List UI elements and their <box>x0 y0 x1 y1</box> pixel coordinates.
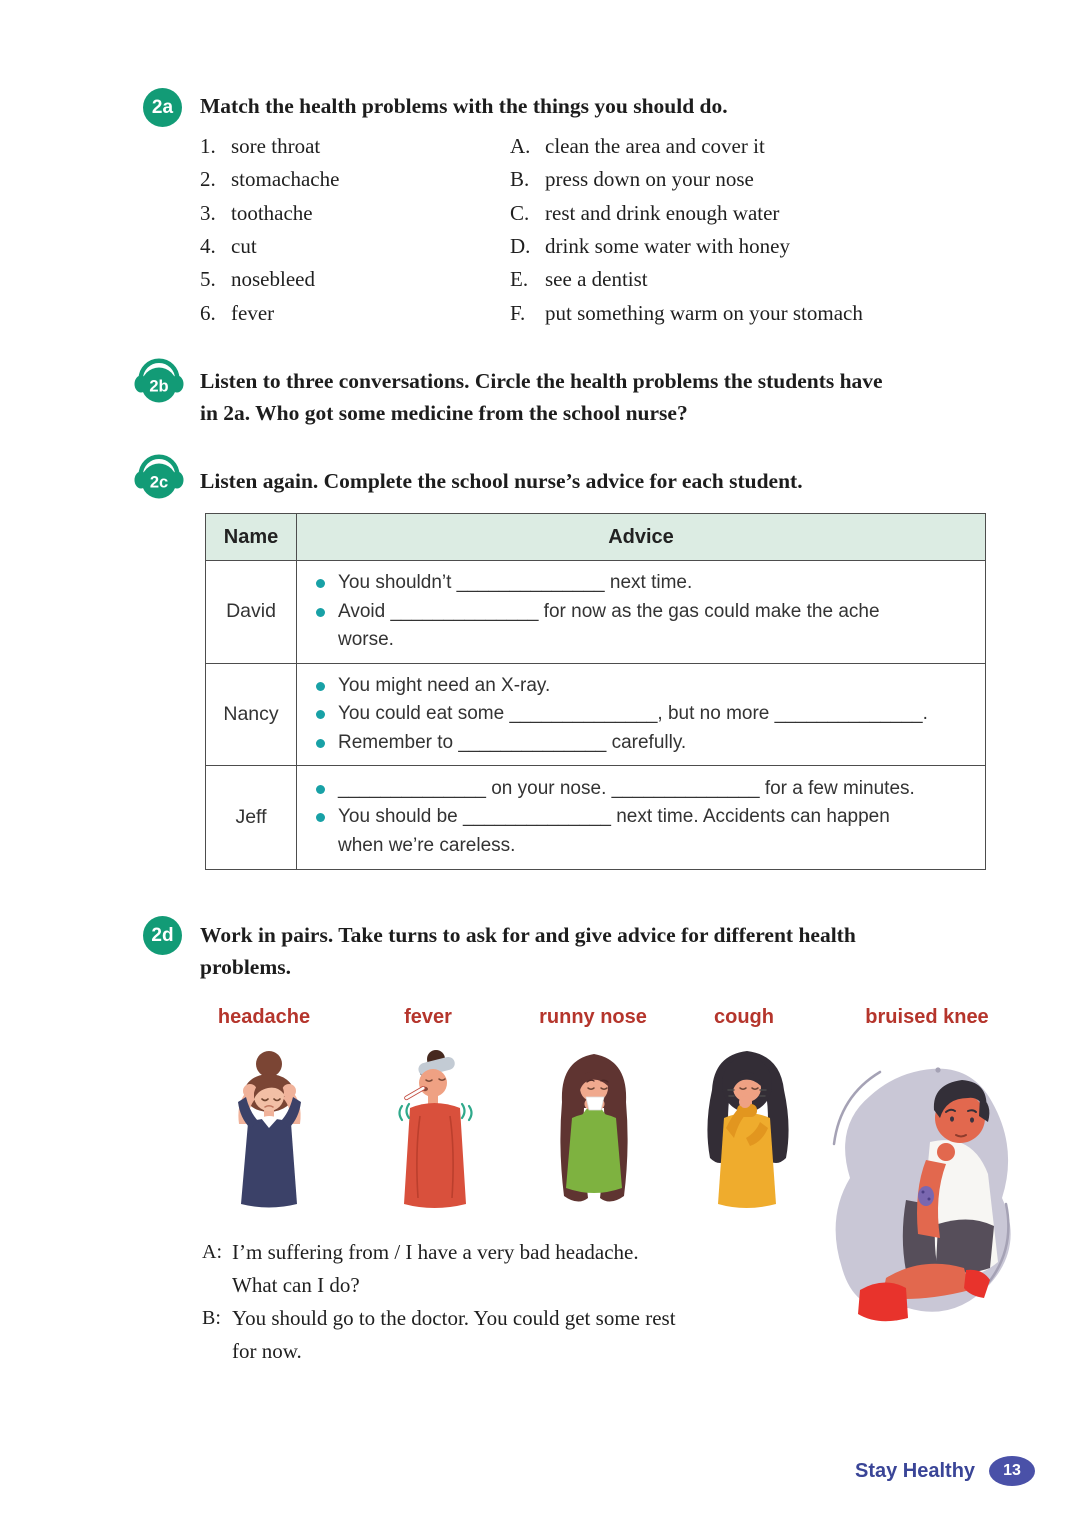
action-text: see a dentist <box>545 267 648 292</box>
problem-number: 5. <box>200 267 216 292</box>
advice-cell <box>297 663 986 766</box>
bullet-dot-icon <box>316 682 325 691</box>
match-row <box>200 301 1010 334</box>
match-row <box>200 167 1010 200</box>
bruise-spot <box>918 1186 934 1206</box>
problem-number: 2. <box>200 167 216 192</box>
action-letter: E. <box>510 267 529 292</box>
advice-line: worse. <box>338 629 394 650</box>
dialogue <box>202 1236 842 1368</box>
activity-badge-2c <box>132 448 186 504</box>
advice-text <box>338 569 692 598</box>
advice-text <box>338 775 915 804</box>
page-footer <box>855 1456 1035 1486</box>
dialogue-line: What can I do? <box>232 1273 360 1297</box>
advice-table-header-row <box>206 514 986 561</box>
advice-text <box>338 672 550 701</box>
advice-row-jeff <box>206 766 986 870</box>
action-text: press down on your nose <box>545 167 754 192</box>
advice-text <box>338 598 880 655</box>
health-label-cough: cough <box>714 1006 774 1028</box>
problem-text: sore throat <box>231 134 321 158</box>
dialogue-line: for now. <box>232 1339 302 1363</box>
advice-row-david <box>206 561 986 664</box>
tissue <box>586 1097 604 1110</box>
bullet-dot-icon <box>316 710 325 719</box>
advice-bullet-item <box>309 775 975 804</box>
problem-text: stomachache <box>231 167 340 192</box>
action-letter: F. <box>510 300 526 325</box>
headache-illustration <box>212 1044 327 1212</box>
advice-bullet-item <box>309 569 975 598</box>
action-letter: C. <box>510 200 530 225</box>
column-header-advice: Advice <box>297 514 986 561</box>
problem-number: 6. <box>200 300 216 325</box>
bruised-knee-illustration <box>822 1056 1018 1338</box>
activity-2d-title-line1: Work in pairs. Take turns to ask for and give advice for different health <box>200 923 856 947</box>
health-label-bruised-knee: bruised knee <box>865 1006 989 1028</box>
advice-text <box>338 729 686 758</box>
bullet-dot-icon <box>316 608 325 617</box>
activity-2d-title <box>200 919 856 983</box>
activity-2b-title-line2: in 2a. Who got some medicine from the school nurse? <box>200 400 688 425</box>
activity-badge-2b <box>132 352 186 408</box>
action-letter: A. <box>510 134 531 158</box>
activity-badge-2b-label: 2b <box>149 377 169 396</box>
problem-text: toothache <box>231 200 313 225</box>
student-name: David <box>206 561 297 664</box>
dialogue-text <box>232 1302 676 1368</box>
advice-bullet-item <box>309 598 975 655</box>
cough-illustration <box>688 1046 806 1212</box>
advice-text <box>338 803 890 860</box>
page-number-badge: 13 <box>989 1456 1035 1486</box>
match-row <box>200 267 1010 300</box>
advice-table-body <box>206 561 986 870</box>
activity-2a-title: Match the health problems with the things you should do. <box>200 94 728 118</box>
problem-text: fever <box>231 300 275 325</box>
advice-cell <box>297 561 986 664</box>
advice-line: Remember to ______________ carefully. <box>338 731 687 753</box>
action-letter: B. <box>510 167 530 192</box>
advice-line: Avoid ______________ for now as the gas could make the ache <box>338 600 880 622</box>
problem-number: 4. <box>200 233 216 258</box>
advice-text <box>338 700 928 729</box>
problem-text: nosebleed <box>231 267 315 292</box>
match-row <box>200 234 1010 267</box>
problem-text: cut <box>231 233 257 258</box>
action-text: rest and drink enough water <box>545 200 780 225</box>
action-text: put something warm on your stomach <box>545 300 863 325</box>
match-row <box>200 134 1010 167</box>
problem-number: 3. <box>200 200 216 225</box>
health-label-headache: headache <box>217 1006 311 1028</box>
thermometer-icon <box>404 1086 426 1101</box>
student-name: Jeff <box>206 766 297 870</box>
bullet-dot-icon <box>316 739 325 748</box>
action-letter: D. <box>510 233 531 258</box>
activity-badge-2d: 2d <box>143 916 182 955</box>
runny-nose-illustration <box>538 1048 650 1212</box>
unit-title: Stay Healthy <box>855 1459 976 1482</box>
advice-bullet-item <box>309 729 975 758</box>
activity-2b-title-line1: Listen to three conversations. Circle the health problems the students have <box>200 369 883 393</box>
advice-bullet-item <box>309 803 975 860</box>
dialogue-row <box>202 1236 842 1302</box>
activity-2d-title-line2: problems. <box>200 955 291 979</box>
activity-2b-title <box>200 366 883 429</box>
activity-2c-title: Listen again. Complete the school nurse’s advice for each student. <box>200 469 803 493</box>
match-row <box>200 201 1010 234</box>
advice-cell <box>297 766 986 870</box>
advice-line: You shouldn’t ______________ next time. <box>338 572 693 593</box>
problem-number: 1. <box>200 134 216 158</box>
advice-line: ______________ on your nose. ______________ for a few minutes. <box>338 777 915 799</box>
health-label-runny-nose: runny nose <box>539 1006 647 1028</box>
advice-line: You should be ______________ next time. Accidents can happen <box>338 806 890 828</box>
advice-bullet-item <box>309 672 975 701</box>
match-list <box>200 134 1010 340</box>
advice-row-nancy <box>206 663 986 766</box>
action-text: drink some water with honey <box>545 233 790 258</box>
advice-line: You might need an X-ray. <box>338 674 551 696</box>
bullet-dot-icon <box>316 579 325 588</box>
action-text: clean the area and cover it <box>545 134 765 158</box>
health-label-fever: fever <box>404 1006 452 1028</box>
bullet-dot-icon <box>316 813 325 822</box>
activity-badge-2a: 2a <box>143 88 182 127</box>
dialogue-line: I’m suffering from / I have a very bad headache. <box>232 1240 639 1264</box>
advice-bullet-item <box>309 700 975 729</box>
advice-line: You could eat some ______________, but no more ______________. <box>338 703 928 724</box>
advice-table <box>205 513 986 870</box>
dialogue-speaker: A: <box>202 1241 222 1263</box>
health-labels <box>0 1004 1080 1032</box>
student-name: Nancy <box>206 663 297 766</box>
dialogue-row <box>202 1302 842 1368</box>
dialogue-speaker: B: <box>202 1307 221 1329</box>
fever-illustration <box>378 1046 493 1212</box>
dialogue-text <box>232 1236 639 1302</box>
bullet-dot-icon <box>316 785 325 794</box>
dialogue-line: You should go to the doctor. You could get some rest <box>232 1306 676 1330</box>
advice-line: when we’re careless. <box>338 834 516 856</box>
activity-badge-2c-label: 2c <box>149 473 169 492</box>
column-header-name: Name <box>206 514 297 561</box>
